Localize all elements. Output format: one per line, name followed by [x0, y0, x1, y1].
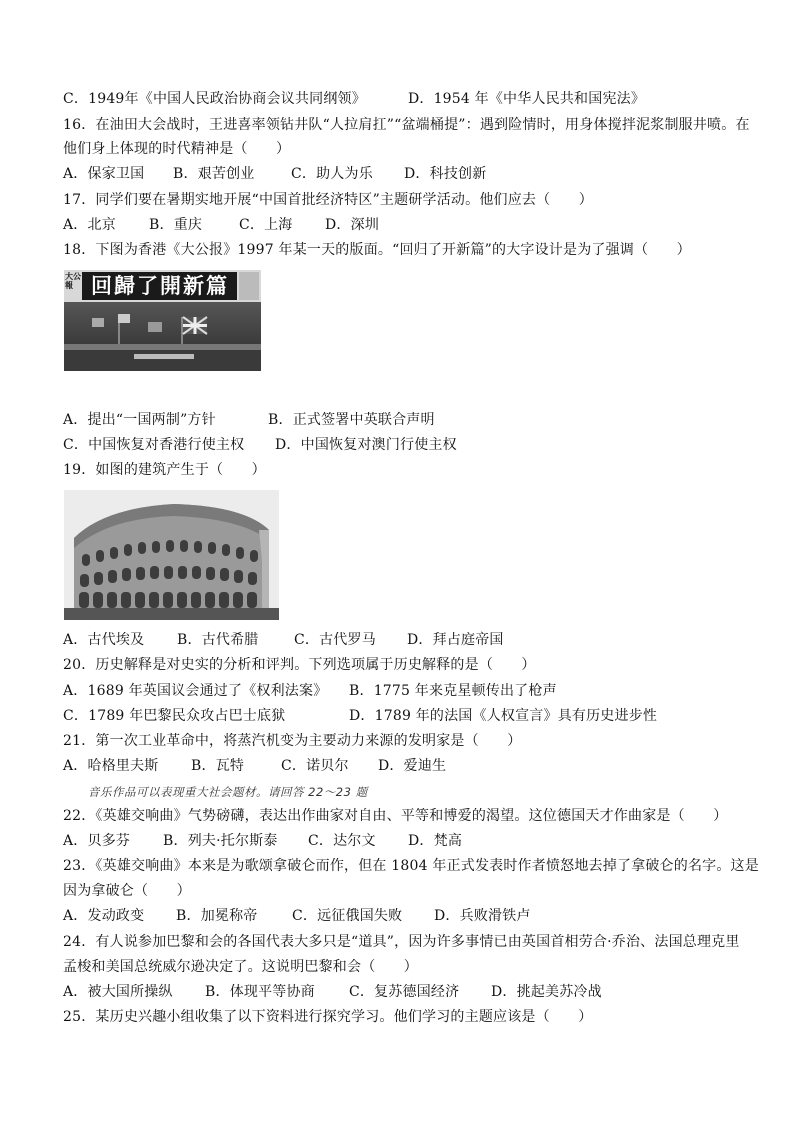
- option-b: B．正式签署中英联合声明: [268, 412, 435, 428]
- option-c: C．远征俄国失败: [292, 908, 403, 924]
- option-c: C．达尔文: [308, 833, 376, 849]
- option-a: A．古代埃及: [63, 632, 145, 648]
- section-note: 音乐作品可以表现重大社会题材。请回答 22～23 题: [88, 785, 368, 799]
- question-20-options-row-2: [63, 707, 657, 725]
- question-23-options: [63, 907, 531, 925]
- option-c: C．1789 年巴黎民众攻占巴士底狱: [63, 708, 286, 724]
- question-17: 17．同学们要在暑期实地开展“中国首批经济特区”主题研学活动。他们应去（ ）: [63, 192, 593, 208]
- question-23-line-1: 23．《英雄交响曲》本来是为歌颂拿破仑而作，但在 1804 年正式发表时作者愤怒地去掉了拿破仑的名字。这是: [63, 858, 759, 874]
- colosseum-photo: [64, 490, 279, 620]
- question-19-options: [63, 631, 504, 649]
- question-22-options: [63, 832, 462, 850]
- option-c: C．上海: [239, 217, 293, 233]
- colosseum-image: [64, 490, 279, 620]
- option-a: A．1689 年英国议会通过了《权利法案》: [63, 683, 328, 699]
- question-20: 20．历史解释是对史实的分析和评判。下列选项属于历史解释的是（ ）: [63, 657, 536, 673]
- question-24-options: [63, 983, 602, 1001]
- option-d: D．拜占庭帝国: [407, 632, 504, 648]
- question-18: 18．下图为香港《大公报》1997 年某一天的版面。“回归了开新篇”的大字设计是为了强调（ ）: [63, 242, 691, 258]
- option-c: C．诺贝尔: [281, 758, 349, 774]
- question-23-line-2: 因为拿破仑（ ）: [63, 883, 191, 899]
- option-b: B．加冕称帝: [176, 908, 258, 924]
- newspaper-masthead: 大公報: [65, 272, 81, 290]
- question-20-options-row-1: [63, 682, 557, 700]
- question-25: 25．某历史兴趣小组收集了以下资料进行探究学习。他们学习的主题应该是（ ）: [63, 1009, 593, 1025]
- question-17-options: [63, 216, 379, 234]
- option-a: A．被大国所操纵: [63, 984, 173, 1000]
- option-d: D．爱迪生: [378, 758, 447, 774]
- option-a: A．发动政变: [63, 908, 145, 924]
- option-c: C．1949年《中国人民政治协商会议共同纲领》: [63, 91, 366, 107]
- option-b: B．列夫·托尔斯泰: [163, 833, 278, 849]
- question-21: 21．第一次工业革命中，将蒸汽机变为主要动力来源的发明家是（ ）: [63, 733, 522, 749]
- question-18-options-row-2: [63, 436, 457, 454]
- question-24-line-1: 24．有人说参加巴黎和会的各国代表大多只是“道具”，因为许多事情已由英国首相劳合·乔治、法国总理克里: [63, 934, 740, 950]
- option-b: B．1775 年来克星顿传出了枪声: [349, 683, 557, 699]
- option-d: D．科技创新: [404, 166, 487, 182]
- option-d: D．深圳: [325, 217, 380, 233]
- option-a: A．保家卫国: [63, 166, 145, 182]
- question-16-options: [63, 165, 486, 183]
- option-b: B．艰苦创业: [173, 166, 255, 182]
- option-d: D．1954 年《中华人民共和国宪法》: [407, 91, 646, 107]
- option-a: A．提出“一国两制”方针: [63, 412, 216, 428]
- option-c: C．古代罗马: [294, 632, 376, 648]
- question-22: 22．《英雄交响曲》气势磅礴，表达出作曲家对自由、平等和博爱的渴望。这位德国天才作曲家是（ ）: [63, 808, 728, 824]
- question-16-line-2: 他们身上体现的时代精神是（ ）: [63, 141, 291, 157]
- option-b: B．古代希腊: [177, 632, 259, 648]
- question-21-options: [63, 757, 446, 775]
- option-c: C．复苏德国经济: [349, 984, 460, 1000]
- question-19: 19．如图的建筑产生于（ ）: [63, 462, 266, 478]
- option-d: D．梵高: [408, 833, 463, 849]
- question-24-line-2: 孟梭和美国总统威尔逊决定了。这说明巴黎和会（ ）: [63, 959, 418, 975]
- newspaper-headline: 回歸了開新篇: [91, 274, 229, 298]
- option-a: A．北京: [63, 217, 116, 233]
- question-16-line-1: 16．在油田大会战时，王进喜率领钻井队“人拉肩扛”“盆端桶提”：遇到险情时，用身体搅拌泥浆制服井喷。在: [63, 117, 750, 133]
- option-b: B．瓦特: [191, 758, 245, 774]
- option-d: D．1789 年的法国《人权宣言》具有历史进步性: [349, 708, 658, 724]
- option-b: B．重庆: [149, 217, 203, 233]
- option-b: B．体现平等协商: [205, 984, 315, 1000]
- option-c: C．助人为乐: [291, 166, 373, 182]
- option-line-c-d: [63, 90, 645, 108]
- option-d: D．兵败滑铁卢: [434, 908, 531, 924]
- option-c: C．中国恢复对香港行使主权: [63, 437, 245, 453]
- option-d: D．中国恢复对澳门行使主权: [275, 437, 457, 453]
- option-a: A．贝多芬: [63, 833, 131, 849]
- option-a: A．哈格里夫斯: [63, 758, 159, 774]
- option-d: D．挑起美苏冷战: [491, 984, 602, 1000]
- question-18-options-row-1: [63, 411, 435, 429]
- newspaper-image: [64, 270, 261, 371]
